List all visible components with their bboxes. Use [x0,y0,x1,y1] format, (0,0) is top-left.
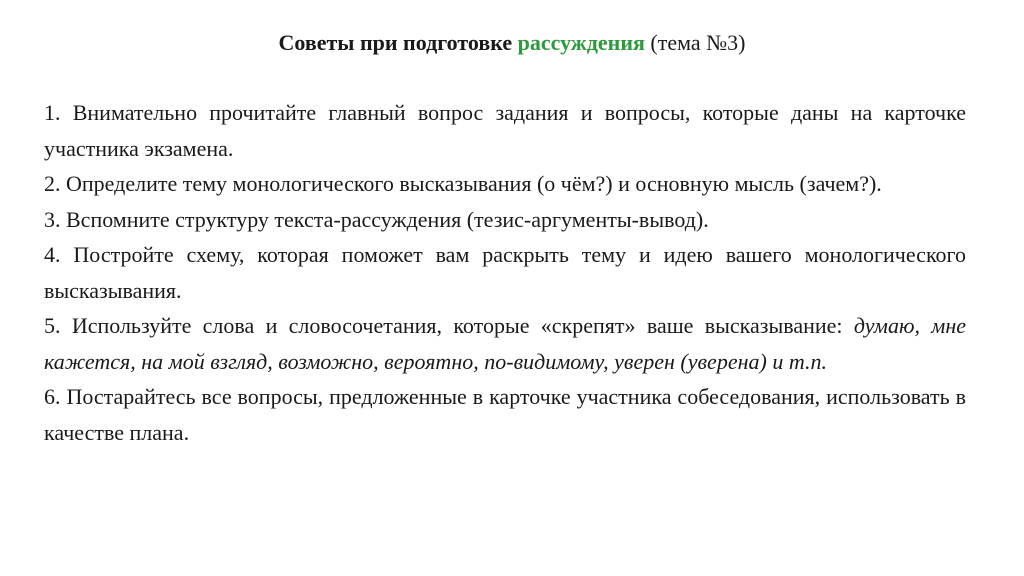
tips-list [44,95,966,450]
tip-item-4: 4. Постройте схему, которая поможет вам раскрыть тему и идею вашего монологического высказывания. [44,242,966,303]
tip-item-2: 2. Определите тему монологического высказывания (о чём?) и основную мысль (зачем?). [44,171,882,196]
tip-item-6: 6. Постарайтесь все вопросы, предложенные в карточке участника собеседования, использовать в качестве плана. [44,384,966,445]
tip-item-3: 3. Вспомните структуру текста-рассуждения (тезис-аргументы-вывод). [44,206,709,232]
slide-title [0,28,1024,58]
tip-item-5-lead: 5. Используйте слова и словосочетания, которые «скрепят» ваше высказывание: [44,313,843,338]
title-bold-part: Советы при подготовке [278,30,513,55]
tip-item-1: 1. Внимательно прочитайте главный вопрос задания и вопросы, которые даны на карточке участника экзамена. [44,100,966,161]
title-suffix: (тема №3) [650,30,746,55]
title-accent-word: рассуждения [517,30,645,55]
tip-item-5-examples: думаю, мне кажется, на мой взгляд, возможно, вероятно, по-видимому, уверен (уверена) и т.п. [44,313,967,374]
tip-item-5 [44,308,966,379]
